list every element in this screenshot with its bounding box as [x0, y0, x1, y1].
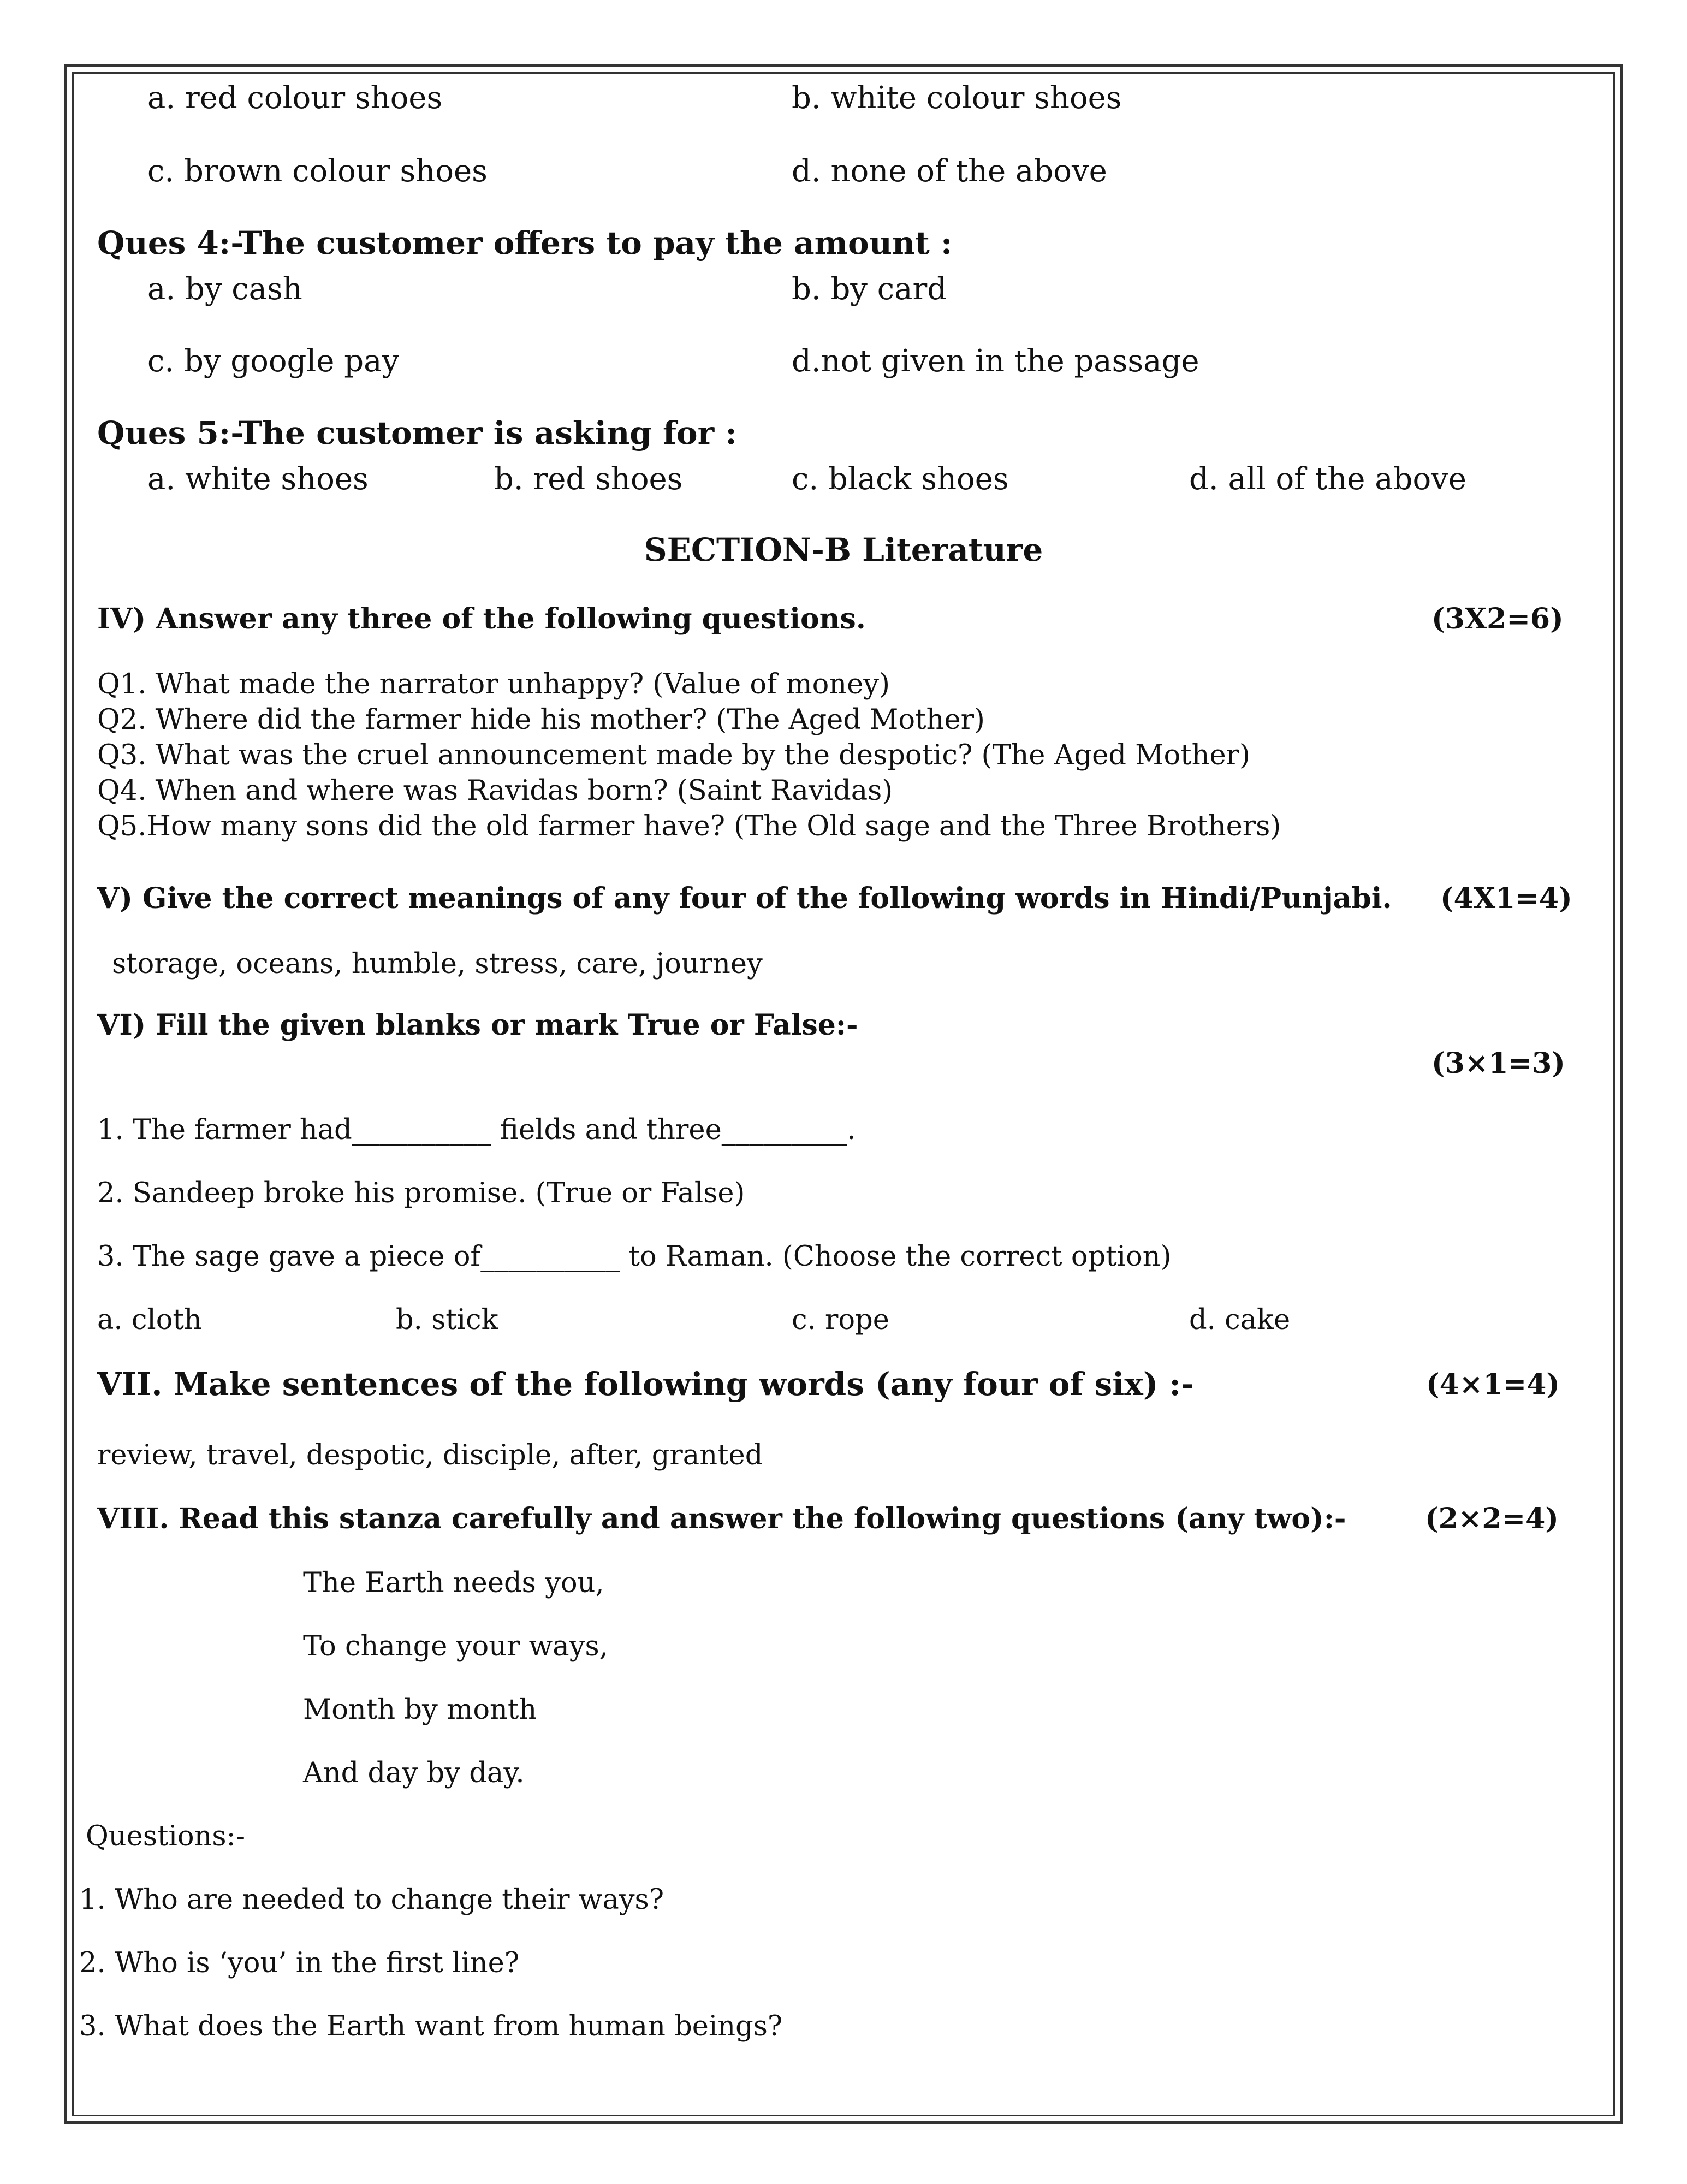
- section-viii-heading: VIII. Read this stanza carefully and answer the following questions (any two):-: [97, 1502, 1346, 1535]
- section-vi-option-c: c. rope: [792, 1304, 889, 1336]
- section-iv-q4: Q4. When and where was Ravidas born? (Saint Ravidas): [97, 775, 893, 807]
- section-viii-marks: (2×2=4): [1425, 1502, 1559, 1535]
- q4-option-d: d.not given in the passage: [792, 343, 1199, 379]
- section-vi-option-d: d. cake: [1189, 1304, 1291, 1336]
- q3-option-c: c. brown colour shoes: [147, 153, 488, 189]
- section-iv-heading: IV) Answer any three of the following questions.: [97, 602, 866, 636]
- section-vii-heading: VII. Make sentences of the following words (any four of six) :-: [97, 1366, 1194, 1403]
- q5-option-c: c. black shoes: [792, 461, 1009, 497]
- stanza-line-3: Month by month: [303, 1694, 537, 1726]
- q4-question: Ques 4:-The customer offers to pay the amount :: [97, 224, 953, 262]
- section-vi-item-2: 2. Sandeep broke his promise. (True or False): [97, 1177, 745, 1209]
- q5-option-a: a. white shoes: [147, 461, 369, 497]
- section-v-heading: V) Give the correct meanings of any four of the following words in Hindi/Punjabi.: [97, 882, 1392, 915]
- section-vi-item-1: 1. The farmer had__________ fields and three_________.: [97, 1114, 856, 1146]
- section-vi-heading: VI) Fill the given blanks or mark True or False:-: [97, 1008, 858, 1042]
- section-vii-words: review, travel, despotic, disciple, after, granted: [97, 1439, 763, 1471]
- section-viii-question-2: 2. Who is ‘you’ in the first line?: [79, 1947, 520, 1979]
- section-v-marks: (4X1=4): [1440, 882, 1572, 915]
- section-viii-question-1: 1. Who are needed to change their ways?: [79, 1884, 664, 1916]
- section-iv-marks: (3X2=6): [1431, 602, 1564, 636]
- section-iv-q2: Q2. Where did the farmer hide his mother? (The Aged Mother): [97, 704, 985, 736]
- section-iv-q1: Q1. What made the narrator unhappy? (Value of money): [97, 668, 890, 701]
- section-iv-q5: Q5.How many sons did the old farmer have? (The Old sage and the Three Brothers): [97, 810, 1281, 842]
- q4-option-b: b. by card: [792, 271, 947, 307]
- q5-option-b: b. red shoes: [494, 461, 683, 497]
- q3-option-b: b. white colour shoes: [792, 80, 1122, 116]
- section-vi-option-a: a. cloth: [97, 1304, 202, 1336]
- section-vii-marks: (4×1=4): [1426, 1368, 1560, 1401]
- section-iv-q3: Q3. What was the cruel announcement made by the despotic? (The Aged Mother): [97, 739, 1250, 771]
- questions-label: Questions:-: [86, 1820, 245, 1853]
- section-vi-option-b: b. stick: [396, 1304, 498, 1336]
- stanza-line-2: To change your ways,: [303, 1630, 608, 1663]
- section-vi-item-3: 3. The sage gave a piece of__________ to Raman. (Choose the correct option): [97, 1241, 1172, 1273]
- q5-question: Ques 5:-The customer is asking for :: [97, 414, 737, 452]
- q5-option-d: d. all of the above: [1189, 461, 1466, 497]
- section-viii-question-3: 3. What does the Earth want from human beings?: [79, 2010, 783, 2043]
- stanza-line-1: The Earth needs you,: [303, 1567, 604, 1599]
- stanza-line-4: And day by day.: [303, 1757, 525, 1789]
- q4-option-a: a. by cash: [147, 271, 302, 307]
- q3-option-a: a. red colour shoes: [147, 80, 443, 116]
- section-v-words: storage, oceans, humble, stress, care, journey: [112, 948, 763, 980]
- q3-option-d: d. none of the above: [792, 153, 1107, 189]
- section-vi-marks: (3×1=3): [1431, 1047, 1565, 1080]
- q4-option-c: c. by google pay: [147, 343, 400, 379]
- section-b-title: SECTION-B Literature: [644, 531, 1043, 568]
